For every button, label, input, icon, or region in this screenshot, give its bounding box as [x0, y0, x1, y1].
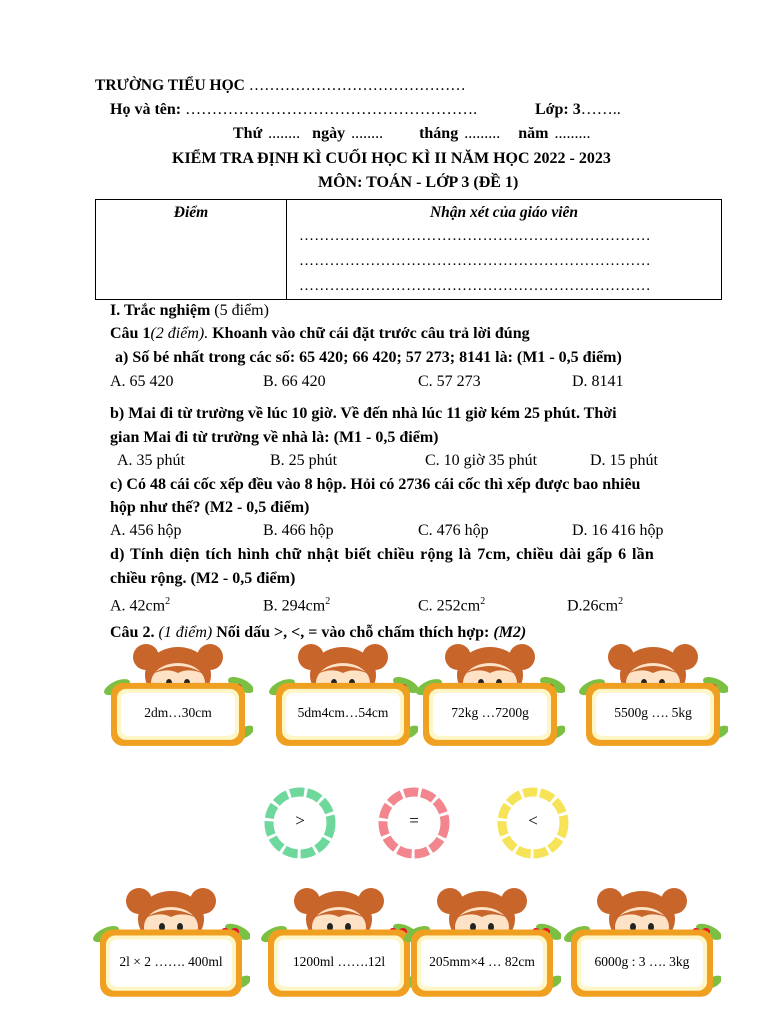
top-card-3[interactable] — [415, 643, 565, 748]
comparison-expression: 2dm…30cm — [144, 705, 212, 721]
option-1c-a[interactable]: A. 456 hộp — [110, 522, 182, 539]
exam-title: KIỂM TRA ĐỊNH KÌ CUỐI HỌC KÌ II NĂM HỌC 2022 - 2023 — [172, 150, 611, 167]
option-1c-d[interactable]: D. 16 416 hộp — [572, 522, 664, 539]
question-2-heading: Câu 2. (1 điểm) Nối dấu >, <, = vào chỗ chấm thích hợp: (M2) — [110, 624, 527, 641]
option-1b-a[interactable]: A. 35 phút — [117, 452, 185, 469]
school-line: TRƯỜNG TIỂU HỌC …………………………………… — [95, 77, 466, 94]
comparison-expression: 5500g …. 5kg — [614, 705, 692, 721]
comparison-expression: 5dm4cm…54cm — [297, 705, 389, 721]
girl-sign-illustration — [403, 887, 561, 999]
option-1d-b[interactable]: B. $294cm^2$ — [263, 596, 331, 615]
comparison-expression: 1200ml …….12l — [292, 954, 386, 970]
bottom-card-3[interactable] — [403, 887, 561, 999]
option-1d-a[interactable]: A. $42cm^2$ — [110, 596, 171, 615]
option-1a-a[interactable]: A. 65 420 — [110, 373, 174, 390]
date-line: Thứ ........ ngày ........ tháng ......... năm ......... — [233, 125, 591, 142]
comparison-expression: 205mm×4 … 82cm — [429, 954, 535, 970]
comment-line[interactable]: …………………………………………………………… — [299, 278, 651, 294]
option-1b-c[interactable]: C. 10 giờ 35 phút — [425, 452, 538, 469]
option-1a-b[interactable]: B. 66 420 — [263, 373, 326, 390]
top-card-4[interactable] — [578, 643, 728, 748]
comparison-expression: 2l × 2 ……. 400ml — [119, 954, 223, 970]
comment-line[interactable]: …………………………………………………………… — [299, 253, 651, 269]
comparison-symbol: < — [528, 811, 538, 830]
teacher-comment-cell: Nhận xét của giáo viên …………………………………………………………… …………………………………………………………… …………………………………………………………… — [287, 200, 722, 300]
question-1a: a) Số bé nhất trong các số: 65 420; 66 420; 57 273; 8141 là: (M1 - 0,5 điểm) — [115, 349, 622, 366]
option-1c-b[interactable]: B. 466 hộp — [263, 522, 334, 539]
top-card-1[interactable] — [103, 643, 253, 748]
symbol-circle-3[interactable] — [497, 787, 569, 859]
bottom-card-4[interactable] — [563, 887, 721, 999]
girl-sign-illustration — [92, 887, 250, 999]
girl-sign-illustration — [268, 643, 418, 748]
girl-sign-illustration — [103, 643, 253, 748]
girl-sign-illustration — [415, 643, 565, 748]
question-1d-line2: chiều rộng. (M2 - 0,5 điểm) — [110, 570, 296, 587]
question-1c-line1: c) Có 48 cái cốc xếp đều vào 8 hộp. Hỏi có 2736 cái cốc thì xếp được bao nhiêu — [110, 476, 641, 493]
comparison-symbol: > — [295, 811, 305, 830]
option-1b-b[interactable]: B. 25 phút — [270, 452, 338, 469]
symbol-circle-1[interactable] — [264, 787, 336, 859]
comparison-expression: 6000g : 3 …. 3kg — [594, 954, 690, 970]
girl-sign-illustration — [260, 887, 418, 999]
question-1c-line2: hộp như thế? (M2 - 0,5 điểm) — [110, 499, 310, 516]
question-1b-line1: b) Mai đi từ trường về lúc 10 giờ. Về đến nhà lúc 11 giờ kém 25 phút. Thời — [110, 405, 617, 422]
exam-subtitle: MÔN: TOÁN - LỚP 3 (ĐỀ 1) — [318, 174, 519, 191]
top-card-2[interactable] — [268, 643, 418, 748]
comparison-symbol: = — [409, 811, 419, 830]
bottom-card-1[interactable] — [92, 887, 250, 999]
option-1a-c[interactable]: C. 57 273 — [418, 373, 481, 390]
class-line: Lớp: 3…….. — [535, 101, 621, 118]
section-heading: I. Trắc nghiệm (5 điểm) — [110, 302, 269, 319]
option-1b-d[interactable]: D. 15 phút — [590, 452, 658, 469]
question-1d-line1: d) Tính diện tích hình chữ nhật biết chiều rộng là 7cm, chiều dài gấp 6 lần — [110, 546, 654, 563]
option-1c-c[interactable]: C. 476 hộp — [418, 522, 489, 539]
symbol-circle-2[interactable] — [378, 787, 450, 859]
girl-sign-illustration — [563, 887, 721, 999]
girl-sign-illustration — [578, 643, 728, 748]
comparison-expression: 72kg …7200g — [451, 705, 529, 721]
option-1a-d[interactable]: D. 8141 — [572, 373, 624, 390]
comment-line[interactable]: …………………………………………………………… — [299, 228, 651, 244]
score-table — [95, 199, 722, 300]
question-1b-line2: gian Mai đi từ trường về nhà là: (M1 - 0,5 điểm) — [110, 429, 439, 446]
option-1d-c[interactable]: C. $252cm^2$ — [418, 596, 486, 615]
score-cell: Điểm — [96, 200, 287, 300]
bottom-card-2[interactable] — [260, 887, 418, 999]
student-name-line: Họ và tên: ………………………………………………. — [110, 101, 478, 118]
question-1-heading: Câu 1(2 điểm). Khoanh vào chữ cái đặt trước câu trả lời đúng — [110, 325, 530, 342]
option-1d-d[interactable]: $D.26cm^2$ — [567, 596, 624, 615]
